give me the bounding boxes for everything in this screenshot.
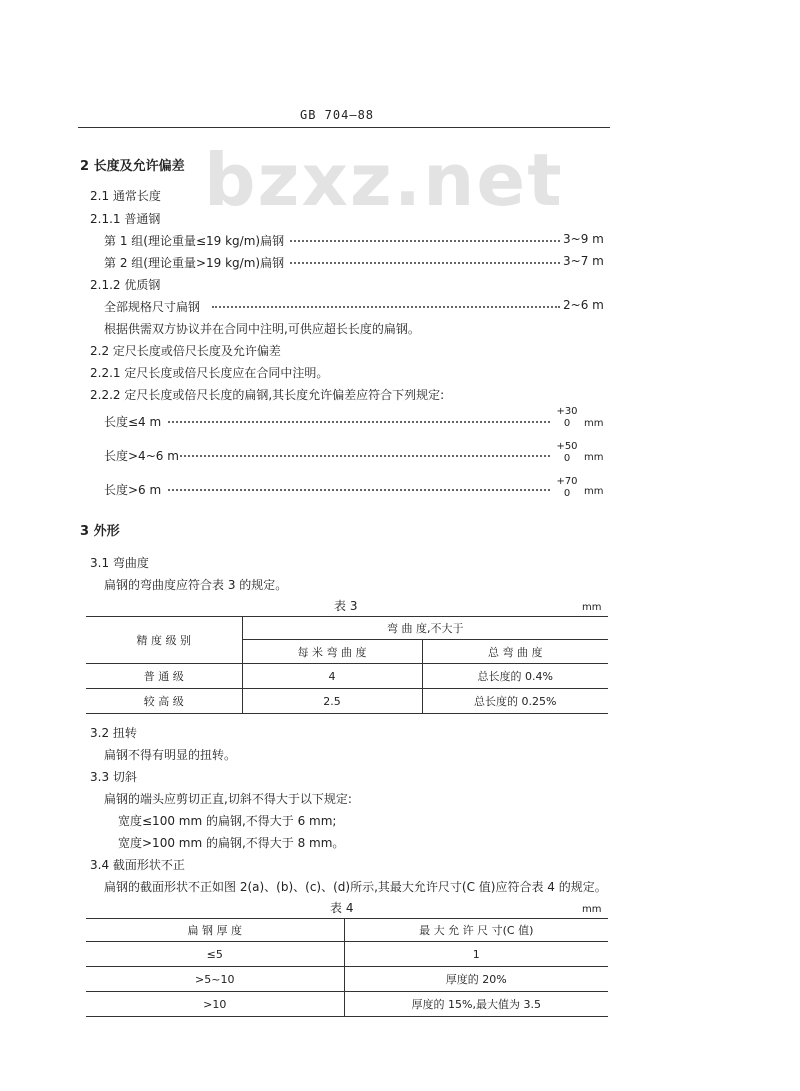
section-3-4: 3.4 截面形状不正 <box>90 858 185 872</box>
tolerance-unit: mm <box>584 486 604 497</box>
table-row <box>86 992 608 1017</box>
table-row <box>86 689 608 714</box>
table-row <box>86 942 608 967</box>
table-row <box>86 967 608 992</box>
section-3-2-text: 扁钢不得有明显的扭转。 <box>104 748 237 762</box>
tolerance-value: +70 0 <box>556 476 578 499</box>
standard-code: GB 704—88 <box>300 108 375 122</box>
table-cell: 4 <box>242 664 422 689</box>
tolerance-unit: mm <box>584 418 604 429</box>
section-3-3-item-b: 宽度>100 mm 的扁钢,不得大于 8 mm。 <box>118 836 345 850</box>
leader-dots <box>212 306 560 308</box>
table-3-caption: 表 3 <box>334 599 358 613</box>
section-2-1-1: 2.1.1 普通钢 <box>90 212 161 226</box>
leader-dots <box>290 262 560 264</box>
section-3-3: 3.3 切斜 <box>90 770 137 784</box>
table-3-header-grade: 精 度 级 别 <box>86 617 242 664</box>
length-row-1-label: 第 1 组(理论重量≤19 kg/m)扁钢 <box>104 234 285 248</box>
table-4 <box>86 918 608 1017</box>
length-row-2-label: 第 2 组(理论重量>19 kg/m)扁钢 <box>104 256 285 270</box>
section-3-1: 3.1 弯曲度 <box>90 556 149 570</box>
table-cell: 厚度的 15%,最大值为 3.5 <box>344 992 608 1017</box>
section-2-2-2: 2.2.2 定尺长度或倍尺长度的扁钢,其长度允许偏差应符合下列规定: <box>90 388 445 402</box>
table-cell: 2.5 <box>242 689 422 714</box>
table-cell: 较 高 级 <box>143 695 184 708</box>
table-cell: ≤5 <box>86 942 344 967</box>
tolerance-label: 长度≤4 m <box>104 415 162 429</box>
table-cell: 1 <box>344 942 608 967</box>
section-2-1: 2.1 通常长度 <box>90 189 161 203</box>
length-row-3-value: 2~6 m <box>563 298 604 312</box>
table-3 <box>86 616 608 714</box>
section-2-title: 2 长度及允许偏差 <box>80 159 185 174</box>
table-cell: 厚度的 20% <box>344 967 608 992</box>
table-4-caption: 表 4 <box>330 901 354 915</box>
table-4-header-max-c: 最 大 允 许 尺 寸(C 值) <box>344 919 608 942</box>
leader-dots <box>290 240 560 242</box>
length-row-1-value: 3~9 m <box>563 232 604 246</box>
section-3-title: 3 外形 <box>80 524 120 539</box>
table-3-header-group: 弯 曲 度,不大于 <box>242 617 608 640</box>
header-rule <box>78 127 610 128</box>
section-3-4-text: 扁钢的截面形状不正如图 2(a)、(b)、(c)、(d)所示,其最大允许尺寸(C 值)应符合表 4 的规定。 <box>104 880 607 894</box>
table-cell: >10 <box>203 997 227 1011</box>
leader-dots <box>168 421 550 423</box>
leader-dots <box>168 489 550 491</box>
tolerance-label: 长度>4~6 m <box>104 449 179 463</box>
tolerance-label: 长度>6 m <box>104 483 162 497</box>
section-2-1-2: 2.1.2 优质钢 <box>90 278 161 292</box>
table-3-header-total: 总 弯 曲 度 <box>422 640 608 664</box>
tolerance-value: +30 0 <box>556 406 578 429</box>
table-cell: 普 通 级 <box>86 664 242 689</box>
section-2-2: 2.2 定尺长度或倍尺长度及允许偏差 <box>90 344 281 358</box>
supply-note: 根据供需双方协议并在合同中注明,可供应超长长度的扁钢。 <box>104 322 420 336</box>
length-row-2-value: 3~7 m <box>563 254 604 268</box>
table-4-unit: mm <box>582 904 602 915</box>
table-4-header-thickness: 扁 钢 厚 度 <box>86 919 344 942</box>
table-3-header-per-meter: 每 米 弯 曲 度 <box>242 640 422 664</box>
length-row-3-label: 全部规格尺寸扁钢 <box>104 300 201 314</box>
watermark: bzxz.net <box>204 138 564 222</box>
table-cell: 总长度的 0.25% <box>422 689 608 714</box>
table-cell: >5~10 <box>86 967 344 992</box>
table-3-unit: mm <box>582 602 602 613</box>
leader-dots <box>180 455 550 457</box>
table-row <box>86 664 608 689</box>
section-3-3-item-a: 宽度≤100 mm 的扁钢,不得大于 6 mm; <box>118 814 337 828</box>
section-2-2-1: 2.2.1 定尺长度或倍尺长度应在合同中注明。 <box>90 366 329 380</box>
section-3-3-text: 扁钢的端头应剪切正直,切斜不得大于以下规定: <box>104 792 352 806</box>
section-3-2: 3.2 扭转 <box>90 726 137 740</box>
tolerance-value: +50 0 <box>556 441 578 464</box>
tolerance-unit: mm <box>584 452 604 463</box>
section-3-1-text: 扁钢的弯曲度应符合表 3 的规定。 <box>104 578 288 592</box>
table-cell: 总长度的 0.4% <box>422 664 608 689</box>
